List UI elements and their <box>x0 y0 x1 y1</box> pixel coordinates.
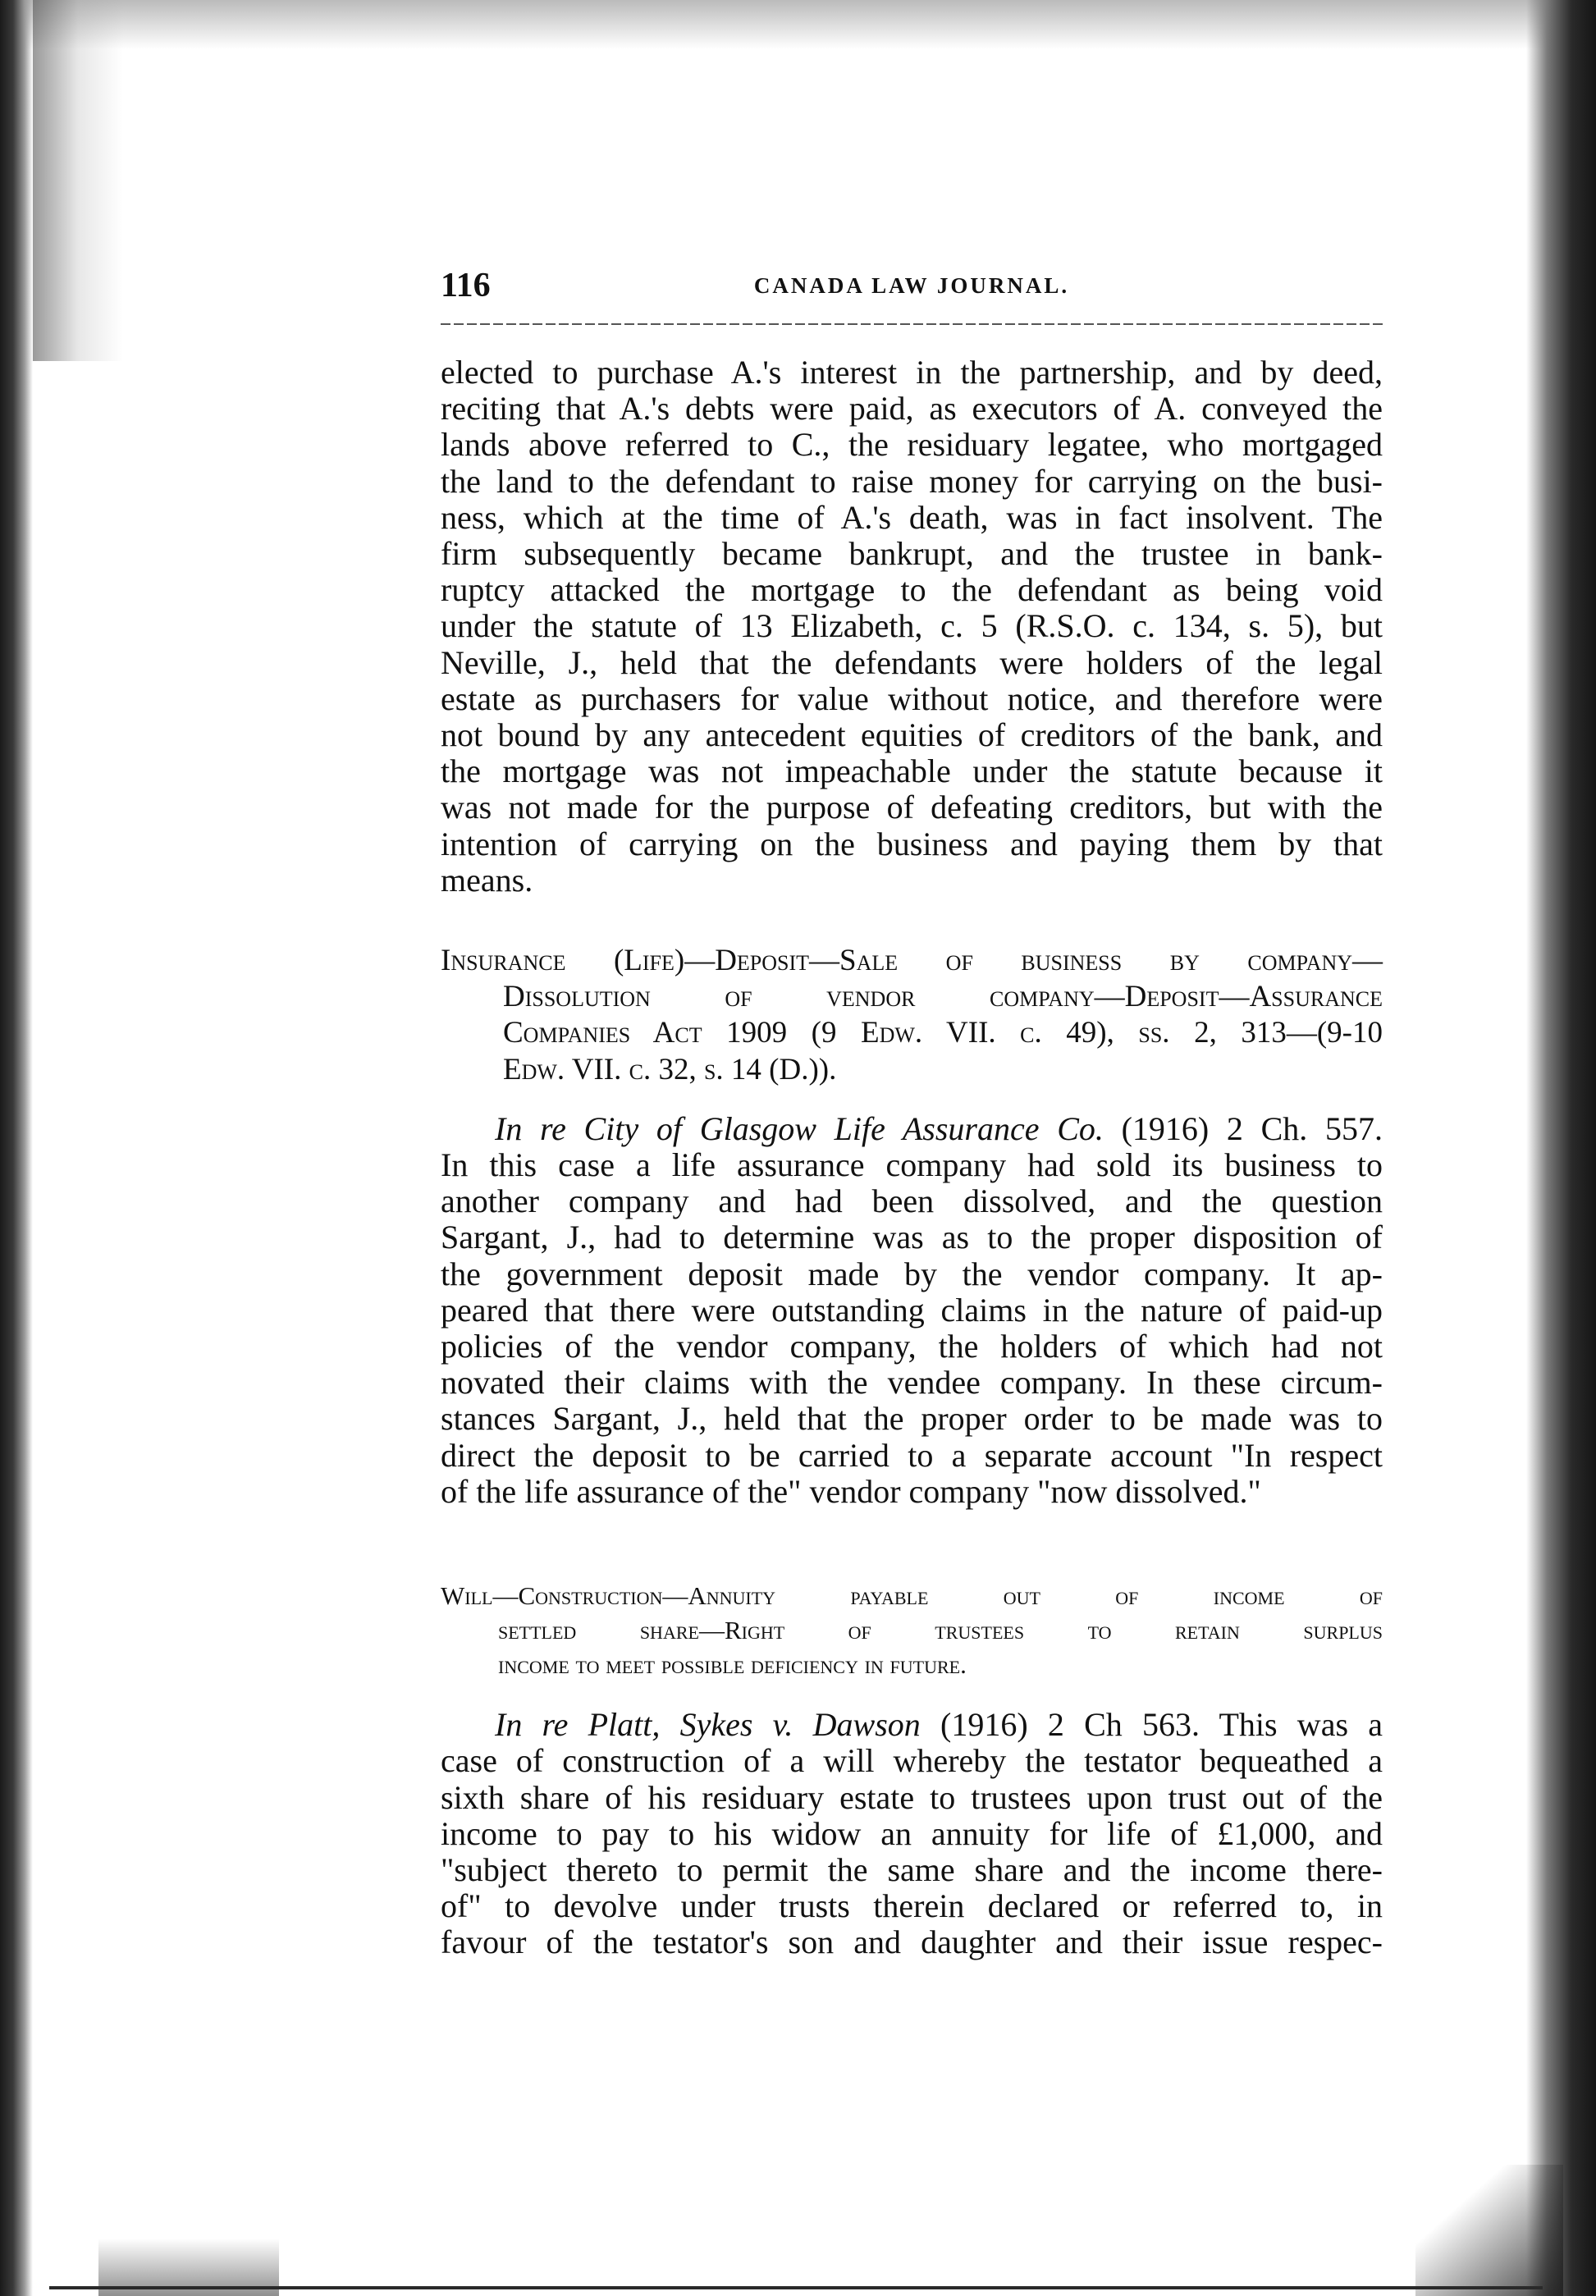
scan-shadow-top <box>0 0 1596 49</box>
case-citation-line <box>441 1111 1383 1147</box>
text-line: not bound by any antecedent equities of creditors of the bank, and <box>441 716 1383 754</box>
citation: (1916) 2 Ch 563. This was a <box>920 1706 1383 1744</box>
text-line: stances Sargant, J., held that the proper order to be made was to <box>441 1400 1383 1438</box>
scan-shadow-left-upper <box>33 0 123 361</box>
text-line: ness, which at the time of A.'s death, was in fact insolvent. The <box>441 498 1383 536</box>
section-heading-insurance <box>441 943 1383 1088</box>
text-line: reciting that A.'s debts were paid, as executors of A. conveyed the <box>441 390 1383 428</box>
heading-line: Dissolution of vendor company—Deposit—Assurance <box>503 980 1383 1014</box>
text-line: estate as purchasers for value without notice, and therefore were <box>441 679 1383 717</box>
journal-title: CANADA LAW JOURNAL. <box>753 273 1070 298</box>
heading-line: settled share—Right of trustees to retain surplus <box>498 1616 1383 1645</box>
scan-binding-shadow-left <box>0 0 33 2296</box>
text-line: the mortgage was not impeachable under the statute because it <box>441 752 1383 790</box>
text-line: was not made for the purpose of defeating creditors, but with the <box>441 789 1383 826</box>
text-line: income to pay to his widow an annuity for life of £1,000, and <box>441 1814 1383 1852</box>
text-line: of the life assurance of the" vendor company "now dissolved." <box>441 1472 1261 1510</box>
case-citation-line <box>441 1707 1383 1743</box>
heading-line: Insurance (Life)—Deposit—Sale of business by company— <box>441 944 1383 978</box>
header-rule <box>441 323 1383 325</box>
case-name: In re Platt, Sykes v. Dawson <box>495 1706 921 1744</box>
text-line: elected to purchase A.'s interest in the partnership, and by deed, <box>441 354 1383 391</box>
text-line: under the statute of 13 Elizabeth, c. 5 (R.S.O. c. 134, s. 5), but <box>441 607 1383 645</box>
paragraph-partnership-case <box>441 354 1383 899</box>
text-line: policies of the vendor company, the holders of which had not <box>441 1328 1383 1365</box>
text-line: favour of the testator's son and daughter and their issue respec- <box>441 1923 1383 1961</box>
paragraph-platt-case <box>441 1707 1383 1960</box>
text-line: the government deposit made by the vendor company. It ap- <box>441 1255 1383 1292</box>
text-line: of" to devolve under trusts therein declared or referred to, in <box>441 1887 1383 1925</box>
heading-line: Edw. VII. c. 32, s. 14 (D.)). <box>503 1052 837 1086</box>
text-line: Neville, J., held that the defendants were holders of the legal <box>441 643 1383 681</box>
text-line: Sargant, J., had to determine was as to the proper disposition of <box>441 1219 1383 1256</box>
text-line: means. <box>441 861 533 899</box>
text-line: sixth share of his residuary estate to trustees upon trust out of the <box>441 1778 1383 1816</box>
scan-bottom-edge <box>49 2286 1543 2289</box>
document-page <box>441 263 1383 1961</box>
text-line: lands above referred to C., the residuary legatee, who mortgaged <box>441 426 1383 464</box>
text-line: In this case a life assurance company had sold its business to <box>441 1146 1383 1184</box>
text-line: novated their claims with the vendee company. In these circum- <box>441 1364 1383 1402</box>
citation: (1916) 2 Ch. 557. <box>1103 1109 1383 1147</box>
text-line: "subject thereto to permit the same share and the income there- <box>441 1850 1383 1888</box>
scan-shadow-bottom-right <box>1415 2165 1563 2296</box>
text-line: another company and had been dissolved, and the question <box>441 1182 1383 1220</box>
section-heading-will <box>441 1579 1383 1682</box>
page-number: 116 <box>441 267 491 304</box>
running-head <box>441 263 1383 312</box>
text-line: case of construction of a will whereby the testator bequeathed a <box>441 1742 1383 1780</box>
case-name: In re City of Glasgow Life Assurance Co. <box>495 1109 1104 1147</box>
text-line: the land to the defendant to raise money for carrying on the busi- <box>441 462 1383 500</box>
text-line: peared that there were outstanding claims in the nature of paid-up <box>441 1291 1383 1329</box>
text-line: direct the deposit to be carried to a separate account "In respect <box>441 1436 1383 1474</box>
text-line: ruptcy attacked the mortgage to the defendant as being void <box>441 571 1383 609</box>
heading-line: Will—Construction—Annuity payable out of income of <box>441 1581 1383 1611</box>
heading-line: income to meet possible deficiency in future. <box>498 1650 967 1680</box>
heading-line: Companies Act 1909 (9 Edw. VII. c. 49), ss. 2, 313—(9-10 <box>503 1016 1383 1050</box>
paragraph-glasgow-assurance <box>441 1111 1383 1510</box>
scan-edge-shadow-right <box>1526 0 1596 2296</box>
text-line: firm subsequently became bankrupt, and the trustee in bank- <box>441 535 1383 573</box>
text-line: intention of carrying on the business and paying them by that <box>441 825 1383 862</box>
